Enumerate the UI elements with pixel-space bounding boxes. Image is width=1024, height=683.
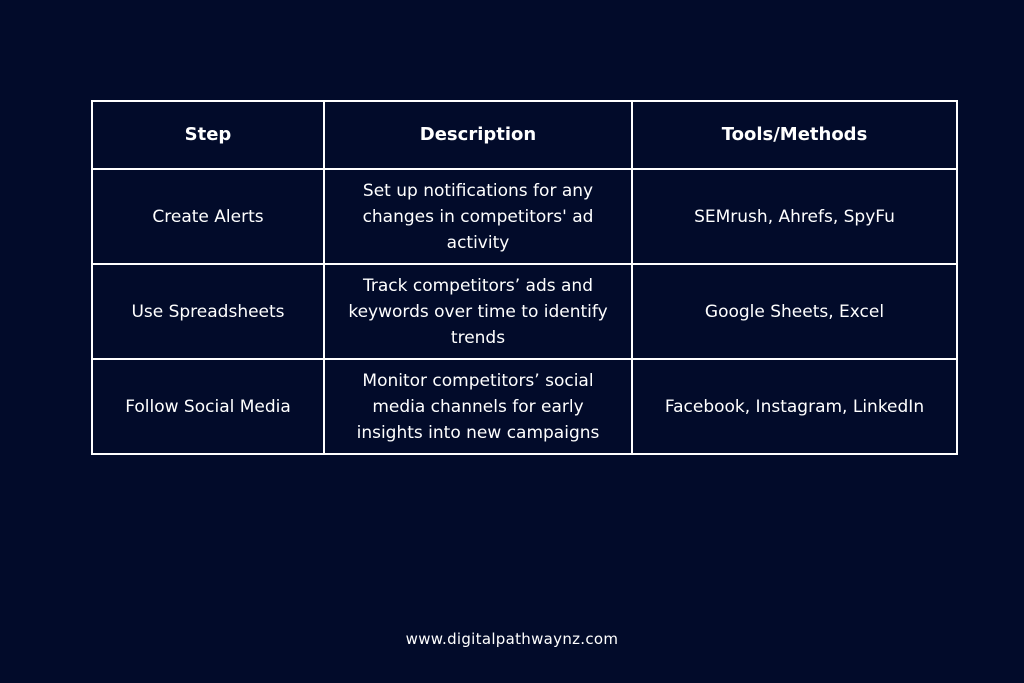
table-row [92, 169, 957, 264]
cell-step: Use Spreadsheets [92, 264, 324, 359]
table-row [92, 359, 957, 454]
cell-tools: SEMrush, Ahrefs, SpyFu [632, 169, 957, 264]
cell-description: Track competitors’ ads and keywords over time to identify trends [324, 264, 632, 359]
header-step: Step [92, 101, 324, 169]
cell-tools: Google Sheets, Excel [632, 264, 957, 359]
cell-description: Set up notifications for any changes in competitors' ad activity [324, 169, 632, 264]
cell-tools: Facebook, Instagram, LinkedIn [632, 359, 957, 454]
comparison-table-container [91, 100, 956, 455]
header-description: Description [324, 101, 632, 169]
cell-step: Follow Social Media [92, 359, 324, 454]
table-row [92, 264, 957, 359]
header-tools-methods: Tools/Methods [632, 101, 957, 169]
cell-description: Monitor competitors’ social media channels for early insights into new campaigns [324, 359, 632, 454]
cell-step: Create Alerts [92, 169, 324, 264]
table-header-row [92, 101, 957, 169]
footer-website-url: www.digitalpathwaynz.com [405, 630, 619, 648]
comparison-table [91, 100, 958, 455]
